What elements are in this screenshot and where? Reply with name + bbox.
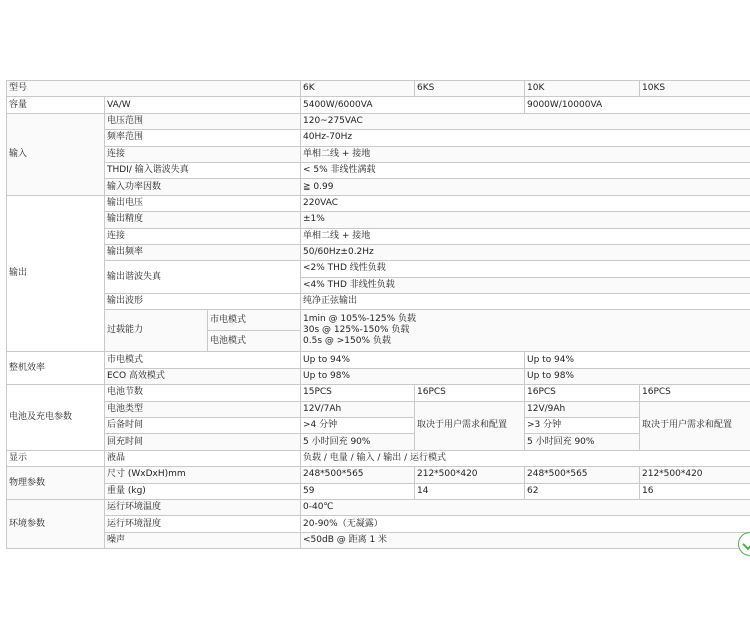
battery-custom-10ks: 取决于用户需求和配置 [640,401,750,450]
environment-param-value: 20-90%（无凝露） [301,516,750,532]
input-param-value: 40Hz-70Hz [301,130,750,146]
physical-label: 物理参数 [7,467,105,500]
input-row [7,179,750,195]
output-row [7,310,750,331]
spec-table [6,80,750,549]
environment-param-value: 0-40℃ [301,499,750,515]
battery-count-name: 电池节数 [105,385,301,401]
output-row [7,294,750,310]
overload-mode-mains: 市电模式 [208,310,301,331]
output-row [7,212,750,228]
output-row [7,195,750,211]
physical-weight-10ks: 16 [640,483,750,499]
input-param-value: 单相二线 + 接地 [301,146,750,162]
output-param-name: 连接 [105,228,301,244]
input-param-value: 120~275VAC [301,113,750,129]
battery-count-6k: 15PCS [301,385,415,401]
efficiency-label: 整机效率 [7,352,105,385]
input-row [7,146,750,162]
output-param-value: ±1% [301,212,750,228]
output-param-value: 50/60Hz±0.2Hz [301,244,750,260]
check-circle-icon[interactable] [738,532,750,556]
efficiency-10k: Up to 98% [525,368,750,384]
model-6k: 6K [301,81,415,97]
model-row [7,81,750,97]
model-10k: 10K [525,81,640,97]
capacity-row [7,97,750,113]
capacity-unit: VA/W [105,97,301,113]
battery-row [7,434,750,450]
output-row [7,228,750,244]
battery-backup-10k: >3 分钟 [525,418,640,434]
display-label: 显示 [7,450,105,466]
battery-custom-6ks: 取决于用户需求和配置 [415,401,525,450]
battery-type-10k: 12V/9Ah [525,401,640,417]
output-thd-linear: <2% THD 线性负载 [301,261,750,277]
display-name: 液晶 [105,450,301,466]
efficiency-6k: Up to 98% [301,368,525,384]
environment-param-value: <50dB @ 距离 1 米 [301,532,750,548]
display-value: 负载 / 电量 / 输入 / 输出 / 运行模式 [301,450,750,466]
battery-type-name: 电池类型 [105,401,301,417]
physical-size-10ks: 212*500*420 [640,467,750,483]
output-label: 输出 [7,195,105,352]
battery-backup-6k: >4 分钟 [301,418,415,434]
efficiency-row [7,368,750,384]
overload-line: 0.5s @ >150% 负载 [303,336,391,347]
capacity-10k: 9000W/10000VA [525,97,750,113]
input-param-name: THDI/ 输入谐波失真 [105,162,301,178]
battery-row [7,385,750,401]
battery-row [7,401,750,417]
battery-recharge-6k: 5 小时回充 90% [301,434,415,450]
output-param-name: 输出精度 [105,212,301,228]
input-label: 输入 [7,113,105,195]
battery-row [7,418,750,434]
model-6ks: 6KS [415,81,525,97]
input-param-name: 输入功率因数 [105,179,301,195]
overload-line: 30s @ 125%-150% 负载 [303,325,410,336]
environment-param-name: 运行环境温度 [105,499,301,515]
battery-count-6ks: 16PCS [415,385,525,401]
output-row [7,261,750,277]
battery-recharge-name: 回充时间 [105,434,301,450]
input-param-value: < 5% 非线性满载 [301,162,750,178]
overload-name: 过载能力 [105,310,208,352]
input-row [7,130,750,146]
physical-size-10k: 248*500*565 [525,467,640,483]
output-param-value: 220VAC [301,195,750,211]
output-param-name: 输出电压 [105,195,301,211]
input-row [7,162,750,178]
physical-size-name: 尺寸 (WxDxH)mm [105,467,301,483]
efficiency-mode-name: ECO 高效模式 [105,368,301,384]
environment-row [7,532,750,548]
physical-weight-6k: 59 [301,483,415,499]
physical-size-6k: 248*500*565 [301,467,415,483]
output-param-name: 输出波形 [105,294,301,310]
output-param-value: 纯净正弦输出 [301,294,750,310]
input-row [7,113,750,129]
input-param-value: ≧ 0.99 [301,179,750,195]
battery-count-10ks: 16PCS [640,385,750,401]
environment-row [7,516,750,532]
battery-backup-name: 后备时间 [105,418,301,434]
overload-mode-battery: 电池模式 [208,331,301,352]
efficiency-mode-name: 市电模式 [105,352,301,368]
efficiency-10k: Up to 94% [525,352,750,368]
physical-weight-name: 重量 (kg) [105,483,301,499]
battery-count-10k: 16PCS [525,385,640,401]
environment-label: 环境参数 [7,499,105,548]
efficiency-6k: Up to 94% [301,352,525,368]
display-row [7,450,750,466]
overload-line: 1min @ 105%-125% 负载 [303,314,416,325]
physical-weight-10k: 62 [525,483,640,499]
overload-values [301,310,750,352]
battery-label: 电池及充电参数 [7,385,105,451]
physical-row [7,467,750,483]
model-10ks: 10KS [640,81,750,97]
battery-recharge-10k: 5 小时回充 90% [525,434,640,450]
capacity-6k: 5400W/6000VA [301,97,525,113]
efficiency-row [7,352,750,368]
physical-size-6ks: 212*500*420 [415,467,525,483]
output-row [7,244,750,260]
output-param-value: 单相二线 + 接地 [301,228,750,244]
capacity-label: 容量 [7,97,105,113]
environment-param-name: 噪声 [105,532,301,548]
physical-weight-6ks: 14 [415,483,525,499]
input-param-name: 连接 [105,146,301,162]
model-label: 型号 [7,81,301,97]
environment-param-name: 运行环境湿度 [105,516,301,532]
input-param-name: 电压范围 [105,113,301,129]
output-thd-name: 输出谐波失真 [105,261,301,294]
physical-row [7,483,750,499]
output-thd-nonlinear: <4% THD 非线性负载 [301,277,750,293]
battery-type-6k: 12V/7Ah [301,401,415,417]
input-param-name: 频率范围 [105,130,301,146]
environment-row [7,499,750,515]
output-param-name: 输出频率 [105,244,301,260]
